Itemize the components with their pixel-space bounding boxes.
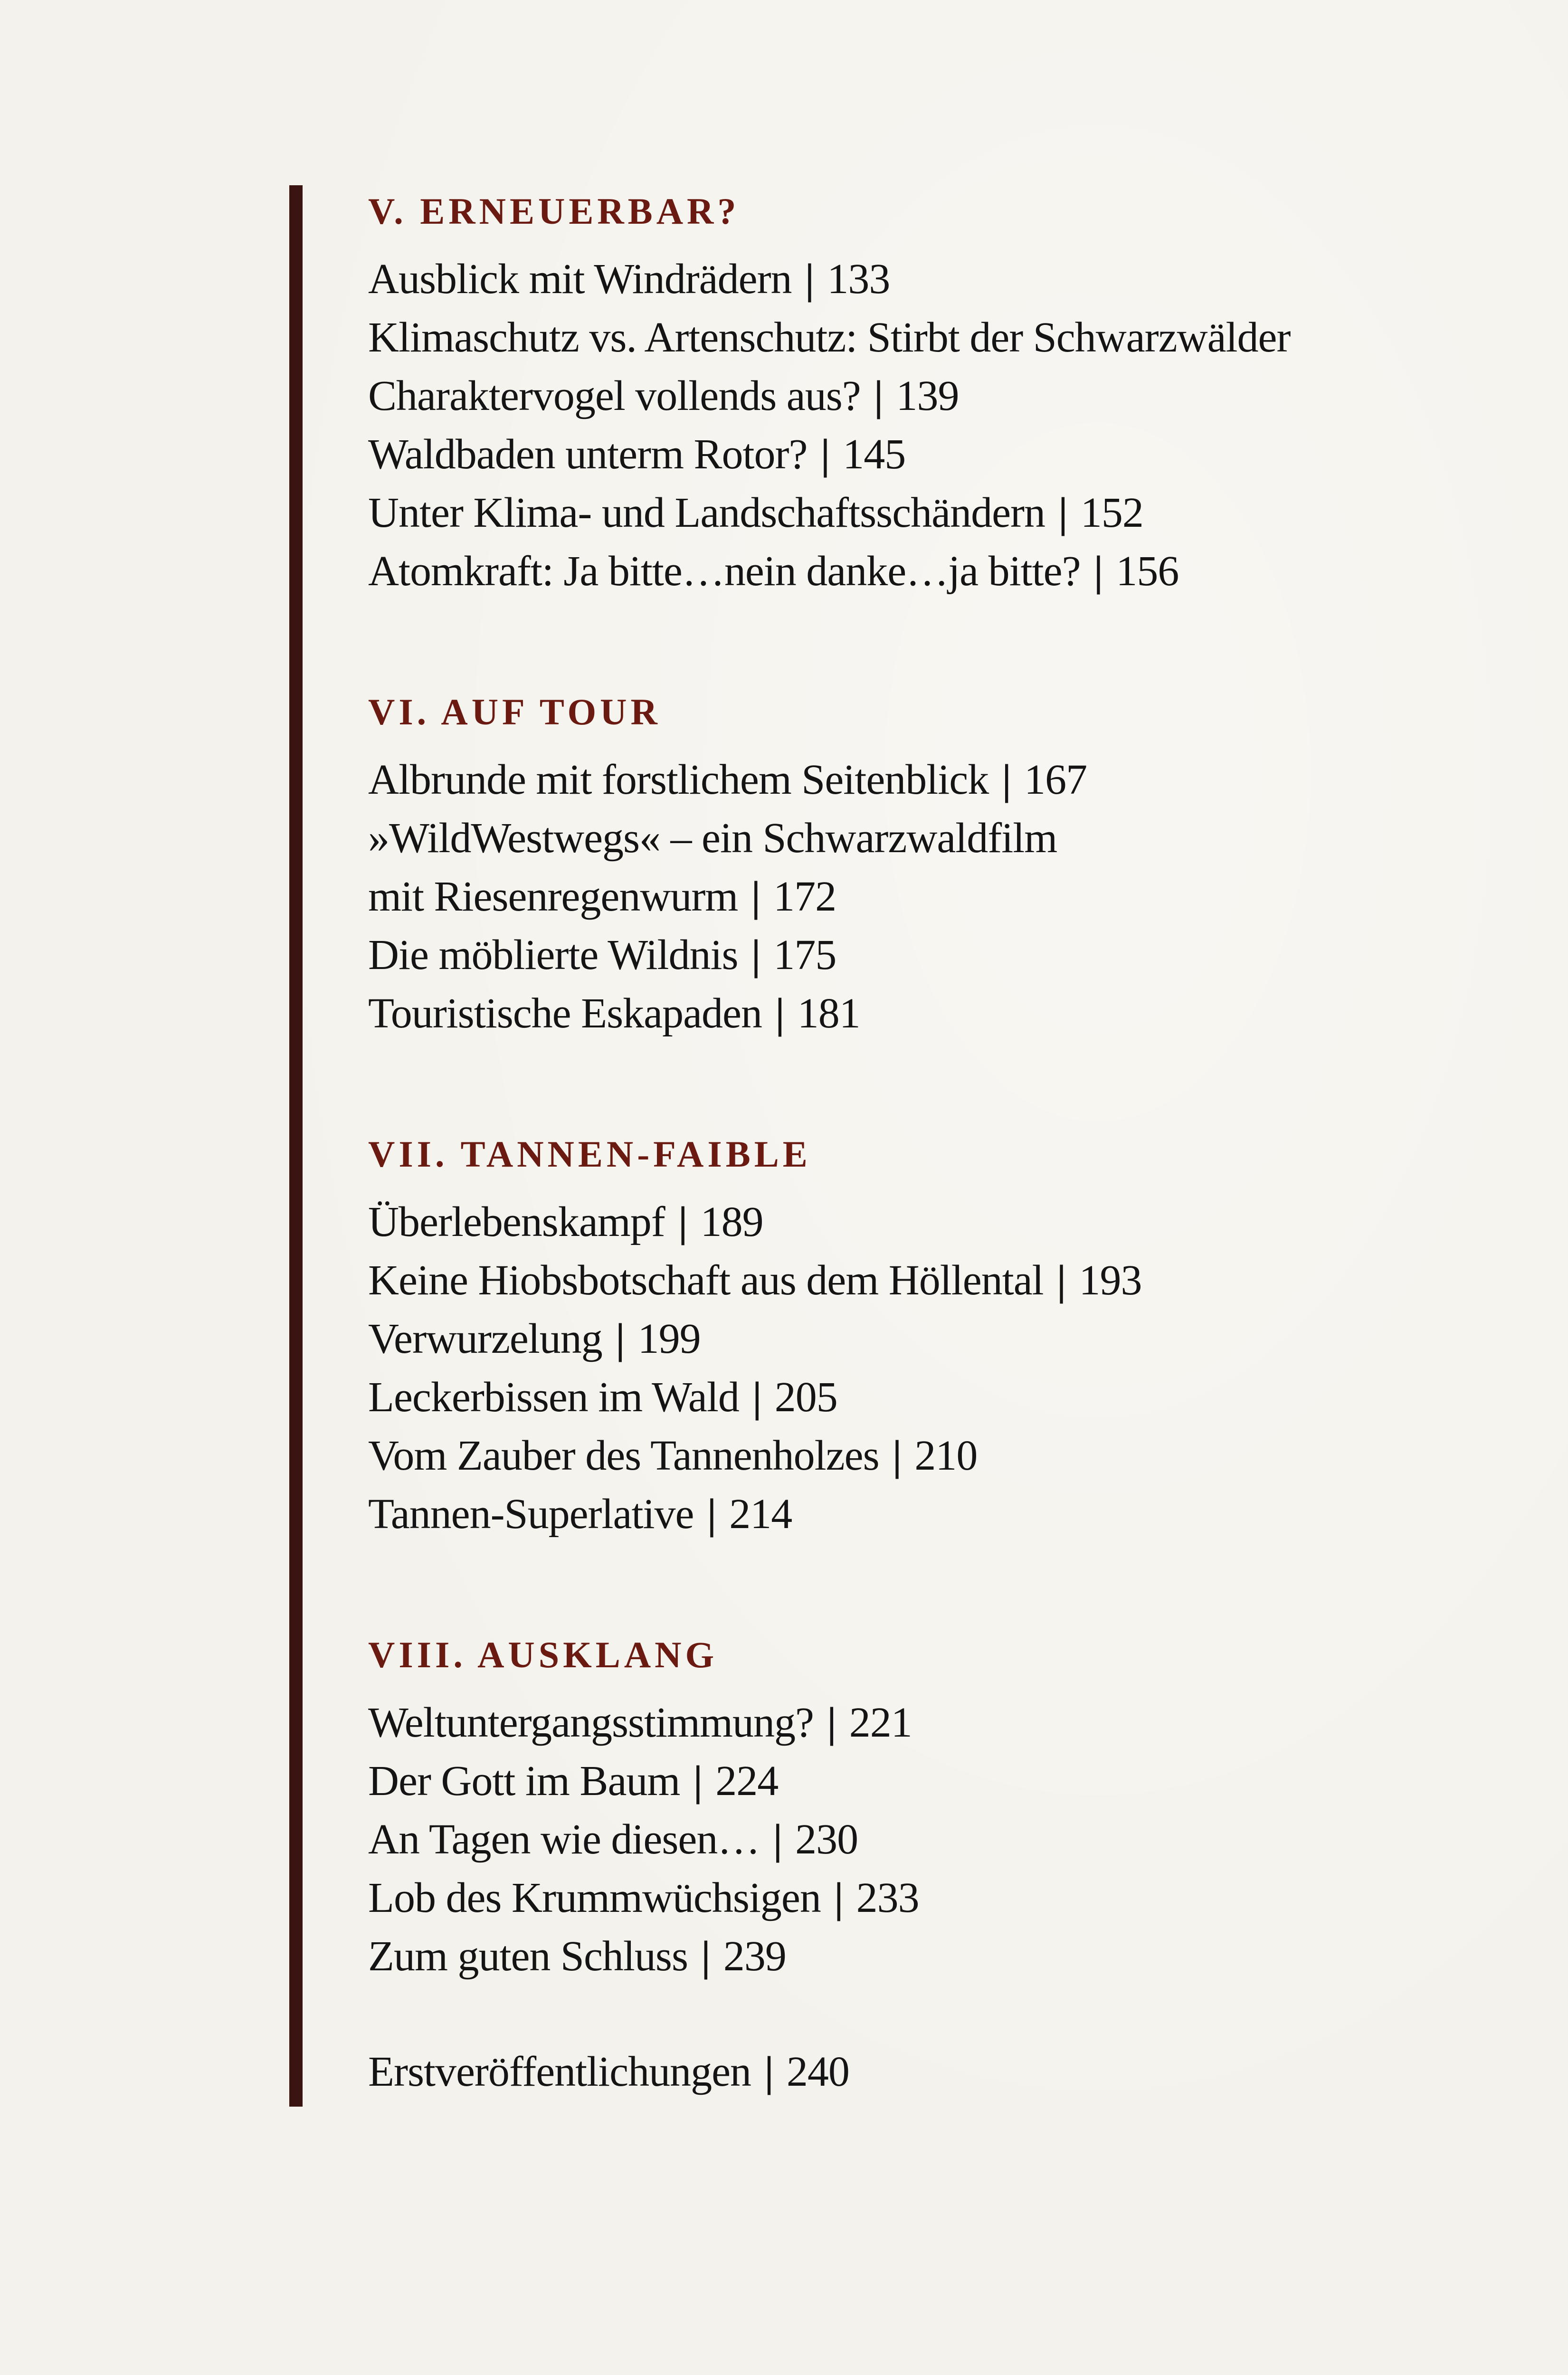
chapter-6 [368,681,1461,1043]
toc-entry[interactable] [368,867,1461,926]
entry-page: 199 [637,1315,701,1362]
entry-page: 189 [700,1198,763,1245]
entry-page: 224 [715,1758,779,1805]
page-separator: | [764,2048,773,2095]
page-separator: | [805,256,814,303]
page-separator: | [678,1198,687,1245]
entry-title: Vom Zauber des Tannenholzes [368,1432,879,1479]
page-separator: | [751,873,760,920]
toc-entry[interactable] [368,1869,1461,1927]
toc-entry[interactable] [368,1251,1461,1310]
entry-title: An Tagen wie diesen… [368,1816,760,1863]
page-separator: | [874,372,883,419]
entry-page: 214 [729,1491,792,1538]
entry-title: Ausblick mit Windrädern [368,256,792,303]
toc-entry-extra[interactable] [368,2042,1461,2101]
toc-entry[interactable] [368,1426,1461,1485]
entry-title: Touristische Eskapaden [368,990,762,1037]
entry-page: 175 [773,931,836,978]
entry-title: Lob des Krummwüchsigen [368,1874,821,1921]
entry-title: Weltuntergangsstimmung? [368,1699,814,1746]
toc-entry[interactable] [368,484,1461,542]
entry-page: 230 [795,1816,858,1863]
page-separator: | [707,1491,716,1538]
entry-title: Überlebenskampf [368,1198,665,1245]
chapter-8 [368,1624,1461,2101]
page-separator: | [834,1874,843,1921]
page-separator: | [827,1699,836,1746]
chapter-5 [368,180,1461,600]
page-separator: | [701,1933,710,1980]
chapter-7 [368,1123,1461,1543]
toc-entry[interactable] [368,542,1461,600]
entry-page: 221 [849,1699,912,1746]
toc-entry[interactable] [368,1752,1461,1810]
chapter-heading: VII. TANNEN-FAIBLE [368,1133,811,1175]
entry-title: Leckerbissen im Wald [368,1374,739,1421]
entry-page: 167 [1024,756,1087,803]
chapter-heading: VI. AUF TOUR [368,691,661,732]
entry-page: 133 [827,256,890,303]
entry-page: 181 [797,990,860,1037]
toc-entry[interactable] [368,425,1461,484]
entry-title: Zum guten Schluss [368,1933,688,1980]
entry-title: Atomkraft: Ja bitte…nein danke…ja bitte? [368,548,1081,595]
entry-page: 239 [723,1933,786,1980]
entry-title: Verwurzelung [368,1315,602,1362]
entry-page: 172 [773,873,836,920]
toc-entry[interactable] [368,1485,1461,1543]
chapter-heading: V. ERNEUERBAR? [368,190,740,232]
entry-page: 145 [843,431,906,478]
entry-title: Tannen-Superlative [368,1491,694,1538]
toc-entry[interactable] [368,1310,1461,1368]
page-separator: | [1002,756,1011,803]
toc-entry[interactable] [368,367,1461,425]
page-separator: | [615,1315,625,1362]
entry-title: Erstveröffentlichungen [368,2048,751,2095]
page-separator: | [773,1816,782,1863]
page-separator: | [1056,1257,1066,1304]
entry-page: 139 [896,372,959,419]
toc-entry[interactable] [368,809,1461,867]
page-separator: | [892,1432,902,1479]
page-separator: | [775,990,784,1037]
entry-title: Waldbaden unterm Rotor? [368,431,808,478]
entry-title: Charaktervogel vollends aus? [368,372,861,419]
page-separator: | [693,1758,703,1805]
entry-title: Unter Klima- und Landschaftsschändern [368,489,1045,536]
entry-title: Keine Hiobsbotschaft aus dem Höllental [368,1257,1044,1304]
page-separator: | [752,1374,761,1421]
entry-page: 205 [774,1374,837,1421]
page-separator: | [1093,548,1103,595]
entry-title: »WildWestwegs« – ein Schwarzwaldfilm [368,815,1057,862]
chapter-heading: VIII. AUSKLANG [368,1634,718,1675]
vertical-rule [289,185,303,2107]
entry-title: mit Riesenregenwurm [368,873,738,920]
entry-page: 156 [1116,548,1179,595]
entry-page: 210 [914,1432,978,1479]
entry-page: 152 [1080,489,1143,536]
toc-entry[interactable] [368,750,1461,809]
entry-page: 193 [1079,1257,1142,1304]
toc-entry[interactable] [368,250,1461,308]
toc-entry[interactable] [368,1193,1461,1251]
page-separator: | [820,431,830,478]
toc-entry[interactable] [368,1927,1461,1986]
entry-page: 240 [786,2048,849,2095]
page-separator: | [751,931,760,978]
page-separator: | [1058,489,1067,536]
toc-entry[interactable] [368,1368,1461,1426]
toc-entry[interactable] [368,984,1461,1043]
entry-title: Die möblierte Wildnis [368,931,738,978]
toc-entry[interactable] [368,308,1461,367]
toc-entry[interactable] [368,926,1461,984]
table-of-contents [368,180,1461,2101]
entry-title: Albrunde mit forstlichem Seitenblick [368,756,989,803]
entry-page: 233 [856,1874,919,1921]
entry-title: Der Gott im Baum [368,1758,680,1805]
toc-entry[interactable] [368,1693,1461,1752]
entry-title: Klimaschutz vs. Artenschutz: Stirbt der Schwarzwälder [368,314,1291,361]
toc-entry[interactable] [368,1810,1461,1869]
